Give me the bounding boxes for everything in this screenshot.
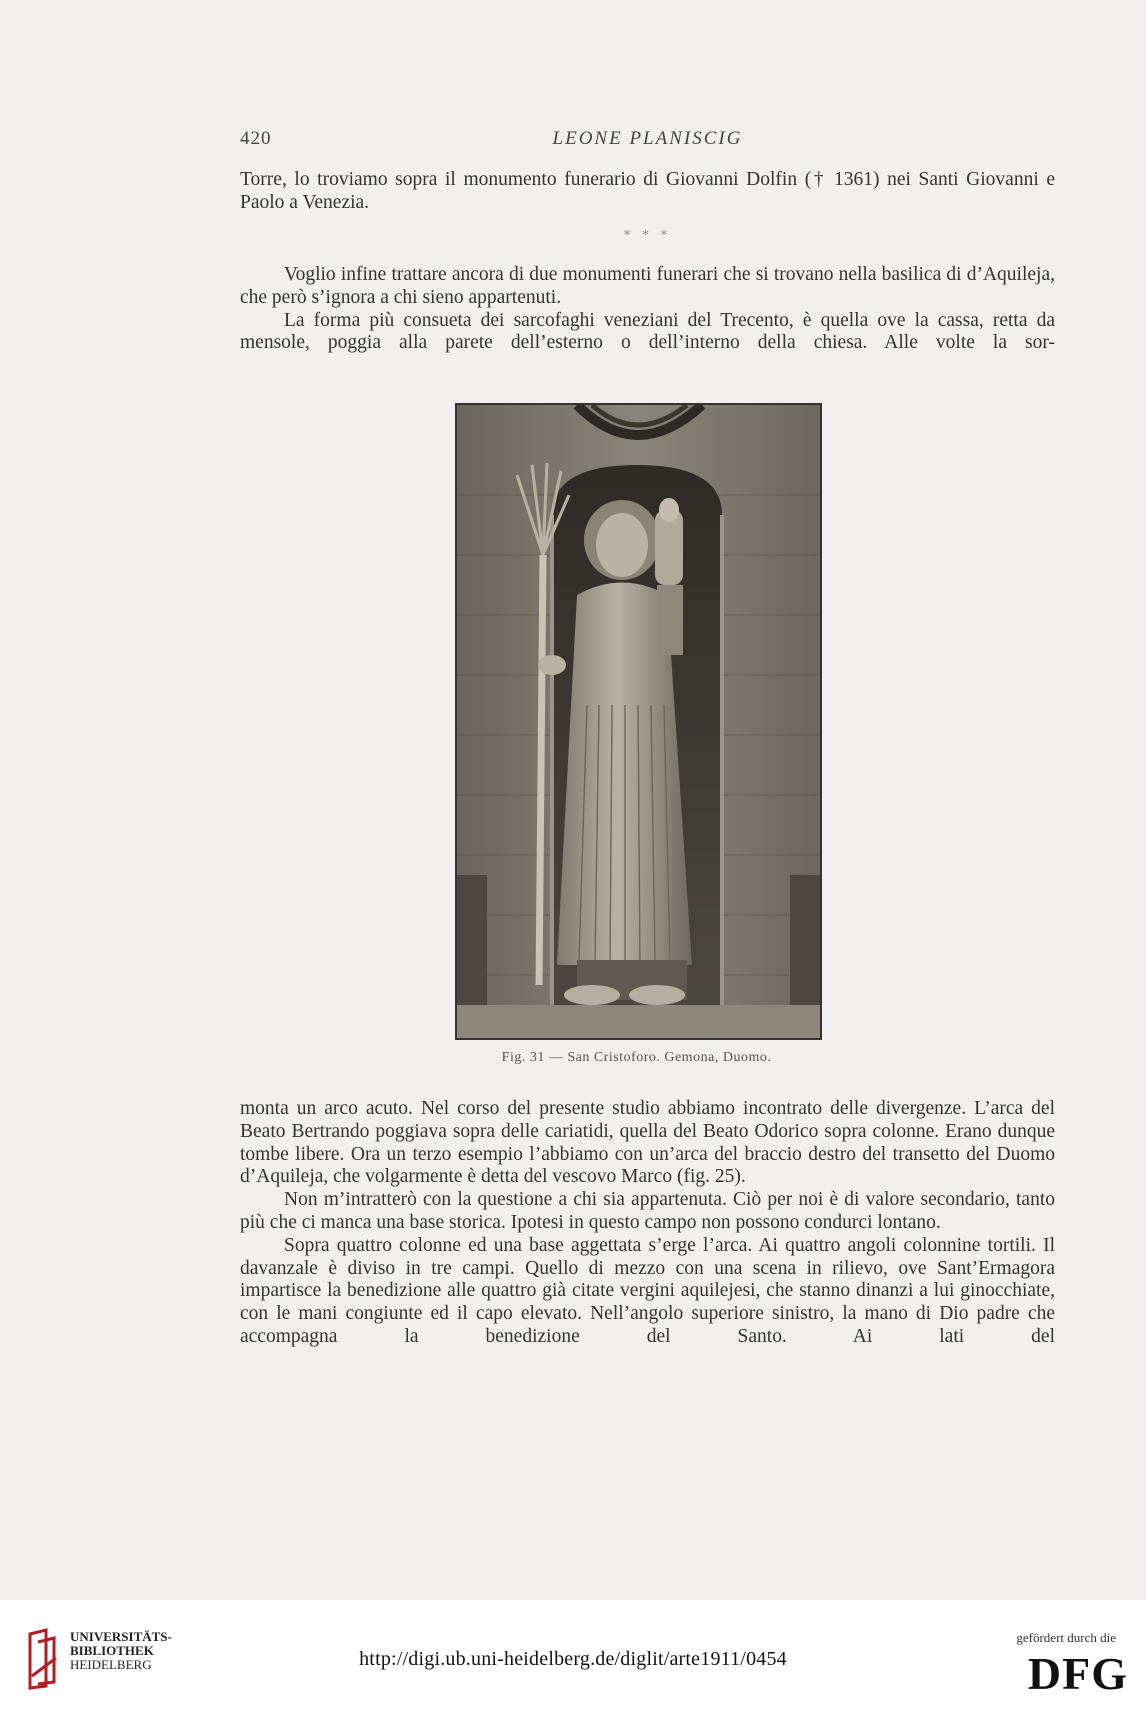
permalink-url[interactable]: http://digi.ub.uni-heidelberg.de/diglit/arte1911/0454 <box>359 1648 787 1670</box>
paragraph: Torre, lo troviamo sopra il monumento funerario di Giovanni Dolfin († 1361) nei Santi Giovanni e Paolo a Venezia. <box>240 169 1055 213</box>
text-block-top <box>240 169 1055 215</box>
text-block-bottom <box>240 1098 1055 1349</box>
library-name-line: HEIDELBERG <box>70 1657 152 1672</box>
figure-caption: Fig. 31 — San Cristoforo. Gemona, Duomo. <box>501 1050 772 1065</box>
library-name-line: BIBLIOTHEK <box>70 1643 154 1658</box>
text-block-middle <box>240 264 1055 355</box>
paragraph: La forma più consueta dei sarcofaghi veneziani del Trecento, è quella ove la cassa, retta da mensole, poggia alla parete dell’esterno o dell’interno della chiesa. Alle volte la sor- <box>240 309 1055 354</box>
library-name-line: UNIVERSITÄTS- <box>70 1629 172 1644</box>
dfg-logo: DFG <box>1027 1648 1128 1699</box>
funding-note: gefördert durch die <box>1016 1630 1116 1645</box>
running-title: LEONE PLANISCIG <box>552 128 743 149</box>
paragraph: Voglio infine trattare ancora di due monumenti funerari che si trovano nella basilica di d’Aquileja, che però s’ignora a chi sieno appartenuti. <box>240 264 1055 308</box>
page-number: 420 <box>240 128 272 149</box>
paragraph: Non m’intratterò con la questione a chi sia appartenuta. Ciò per noi è di valore secondario, tanto più che ci manca una base storica. Ipotesi in questo campo non possono condurci lontano. <box>240 1189 1055 1233</box>
paragraph: monta un arco acuto. Nel corso del presente studio abbiamo incontrato delle divergenze. L’arca del Beato Bertrando poggiava sopra delle cariatidi, quella del Beato Odorico sopra colonne. Erano dunque tombe libere. Ora un terzo esempio l’abbiamo con un’arca del braccio destro del transetto del Duomo d’Aquileja, che volgarmente è detta del vescovo Marco (fig. 25). <box>240 1098 1055 1188</box>
paragraph: Sopra quattro colonne ed una base aggettata s’erge l’arca. Ai quattro angoli colonnine tortili. Il davanzale è diviso in tre campi. Quello di mezzo con una scena in rilievo, ove Sant’Ermagora impartisce la benedizione alle quattro già citate vergini aquilejesi, che stanno dinanzi a lui ginocchiate, con le mani congiunte ed il capo elevato. Nell’angolo superiore sinistro, la mano di Dio padre che accompagna la benedizione del Santo. Ai lati del <box>240 1234 1055 1347</box>
figure-photograph <box>455 403 822 1040</box>
asterism: * * * <box>623 228 672 243</box>
running-head <box>240 128 1055 154</box>
statue-photo-illustration <box>457 405 820 1038</box>
